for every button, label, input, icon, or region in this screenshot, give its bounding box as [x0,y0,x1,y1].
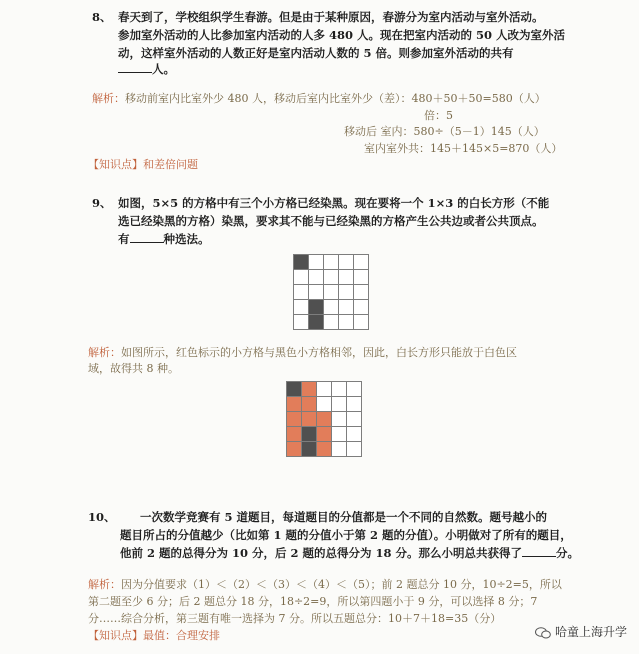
grid-cell-red [316,441,332,457]
answer-blank [118,62,152,73]
grid-cell-red [316,426,332,442]
grid-cell-black [308,299,324,315]
question-text-line: 动，这样室外活动的人数正好是室内活动人数的 5 倍。则参加室外活动的共有 [118,46,514,60]
grid-cell [293,284,309,300]
grid-cell [323,254,339,270]
grid-cell [353,314,369,330]
solution-line: 第二题至少 6 分；后 2 题总分 18 分，18÷2=9，所以第四题小于 9 分，可以选择 8 分；7 [88,595,538,608]
grid-cell [293,314,309,330]
grid-cell [331,441,347,457]
grid-cell-red [301,396,317,412]
grid-cell [331,411,347,427]
grid-cell [338,299,354,315]
grid-cell-black [301,441,317,457]
grid-cell [338,284,354,300]
solution-line: 解析：因为分值要求（1）＜（2）＜（3）＜（4）＜（5）；前 2 题总分 10 分，10÷2=5，所以 [88,578,562,591]
watermark-text: 哈童上海升学 [554,625,627,639]
grid-cell [346,381,362,397]
grid-cell [293,299,309,315]
answer-blank [130,232,164,243]
question-text-line: 春天到了，学校组织学生春游。但是由于某种原因，春游分为室内活动与室外活动。 [118,10,544,24]
solution-line: 移动后 室内：580÷（5－1）145（人） [344,125,545,138]
solution-line: 解析：移动前室内比室外少 480 人，移动后室内比室外少（差）：480＋50＋50=580（人） [92,92,546,105]
grid-cell [323,299,339,315]
grid-cell [338,254,354,270]
grid-cell [346,411,362,427]
grid-cell [338,269,354,285]
grid-cell [308,269,324,285]
grid-cell [346,426,362,442]
question-text-line: 题目所占的分值越少（比如第 1 题的分值小于第 2 题的分值）。小明做对了所有的题目， [120,528,572,542]
grid-cell [308,284,324,300]
watermark [535,623,627,640]
grid-cell-red [316,411,332,427]
grid-cell [338,314,354,330]
solution-line: 解析：如图所示，红色标示的小方格与黑色小方格相邻，因此，白长方形只能放于白色区 [88,346,517,359]
grid-cell [323,269,339,285]
question-number: 9、 [92,196,112,210]
grid-cell-red [286,411,302,427]
knowledge-tag: 【知识点】最值：合理安排 [88,629,220,642]
question-text-line: 一次数学竞赛有 5 道题目，每道题目的分值都是一个不同的自然数。题号越小的 [140,510,548,524]
grid-cell [316,396,332,412]
grid-cell [331,426,347,442]
grid-cell [293,269,309,285]
grid-cell [353,254,369,270]
grid-cell [331,396,347,412]
grid-cell [331,381,347,397]
grid-cell [353,299,369,315]
grid-cell-red [286,396,302,412]
grid-cell [323,284,339,300]
grid-cell-red [286,426,302,442]
grid-cell [353,284,369,300]
grid-figure [293,254,369,330]
grid-cell-red [301,411,317,427]
grid-cell [353,269,369,285]
solution-line: 倍：5 [424,109,453,122]
solution-line: 分……综合分析，第三题有唯一选择为 7 分。所以五题总分：10＋7＋18=35（分） [88,612,502,625]
grid-solution-figure [286,381,362,457]
solution-line: 室内室外共：145＋145×5=870（人） [364,142,563,155]
knowledge-tag: 【知识点】和差倍问题 [88,158,198,171]
chat-bubble-icon [535,627,551,639]
grid-cell-black [286,381,302,397]
question-text-line: 选已经染黑的方格）染黑，要求其不能与已经染黑的方格产生公共边或者公共顶点。 [118,214,544,228]
question-text-line: 他前 2 题的总得分为 10 分，后 2 题的总得分为 18 分。那么小明总共获得了 分。 [120,546,580,560]
grid-cell-red [286,441,302,457]
grid-cell [308,254,324,270]
grid-cell-red [301,381,317,397]
grid-cell-black [293,254,309,270]
answer-blank [522,546,556,557]
answer-blank-line: 有 种选法。 [118,232,210,246]
question-number: 8、 [92,10,112,24]
grid-cell [323,314,339,330]
grid-cell-black [308,314,324,330]
grid-cell [346,396,362,412]
question-text-line: 参加室外活动的人比参加室内活动的人多 480 人。现在把室内活动的 50 人改为室外活 [118,28,566,42]
question-number: 10、 [88,510,116,524]
grid-cell [346,441,362,457]
question-text-line: 如图，5×5 的方格中有三个小方格已经染黑。现在要将一个 1×3 的白长方形（不能 [118,196,550,210]
answer-blank-line: 人。 [118,62,175,76]
grid-cell-black [301,426,317,442]
solution-line: 域，故得共 8 种。 [88,362,179,375]
grid-cell [316,381,332,397]
